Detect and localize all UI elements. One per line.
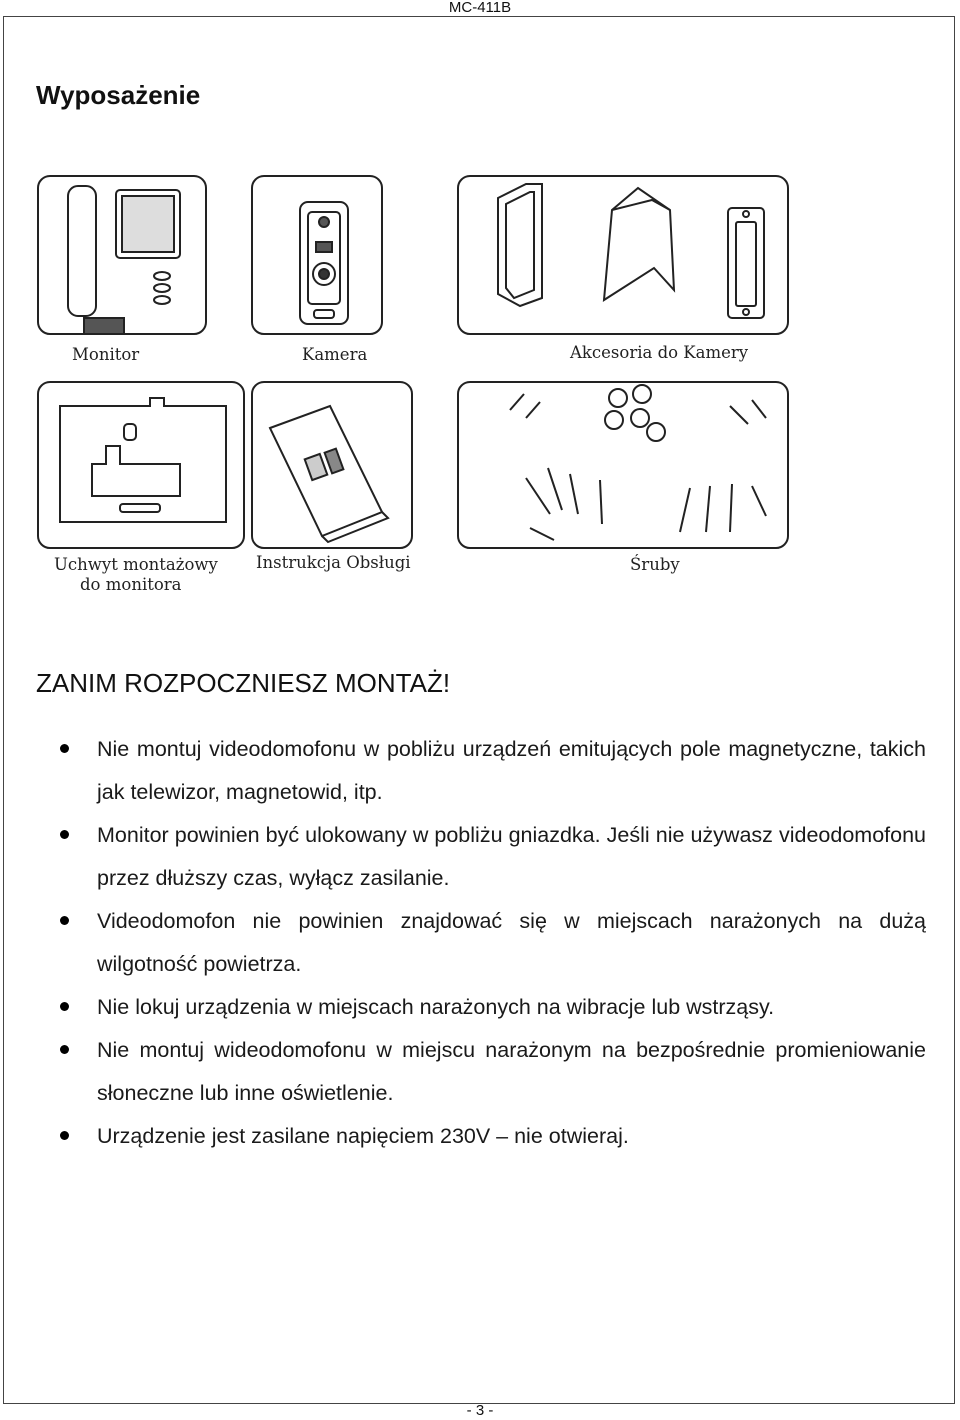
label-monitor: Monitor bbox=[72, 345, 140, 364]
warning-text: Monitor powinien być ulokowany w pobliżu gniazdka. Jeśli nie używasz videodomofonu przez dłuższy czas, wyłącz zasilanie. bbox=[97, 823, 926, 890]
label-camera: Kamera bbox=[302, 345, 368, 364]
equipment-illustration bbox=[30, 170, 790, 610]
bullet-icon bbox=[60, 1131, 69, 1140]
warning-text: Nie montuj wideodomofonu w miejscu narażonym na bezpośrednie promieniowanie słoneczne lub inne oświetlenie. bbox=[97, 1038, 926, 1105]
warning-text: Videodomofon nie powinien znajdować się w miejscach narażonych na dużą wilgotność powietrza. bbox=[97, 909, 926, 976]
section-title: Wyposażenie bbox=[36, 80, 201, 110]
label-camera-accessories: Akcesoria do Kamery bbox=[570, 343, 749, 362]
label-mounting-bracket-line1: Uchwyt montażowy bbox=[54, 555, 218, 574]
warning-text: Urządzenie jest zasilane napięciem 230V – nie otwieraj. bbox=[97, 1124, 629, 1148]
bullet-icon bbox=[60, 830, 69, 839]
warning-text: Nie montuj videodomofonu w pobliżu urządzeń emitujących pole magnetyczne, takich jak telewizor, magnetowid, itp. bbox=[97, 737, 926, 804]
label-screws: Śruby bbox=[630, 555, 680, 574]
bullet-icon bbox=[60, 1045, 69, 1054]
bullet-icon bbox=[60, 1002, 69, 1011]
warning-title: ZANIM ROZPOCZNIESZ MONTAŻ! bbox=[36, 668, 451, 698]
label-mounting-bracket-line2: do monitora bbox=[80, 575, 182, 594]
model-number: MC-411B bbox=[448, 0, 512, 16]
warning-item bbox=[60, 814, 926, 900]
warning-item bbox=[60, 986, 926, 1029]
warning-item bbox=[60, 900, 926, 986]
page-number: - 3 - bbox=[466, 1402, 494, 1419]
warning-item bbox=[60, 1115, 926, 1158]
bullet-icon bbox=[60, 916, 69, 925]
bullet-icon bbox=[60, 744, 69, 753]
warning-list bbox=[60, 728, 926, 1158]
label-manual: Instrukcja Obsługi bbox=[256, 553, 411, 572]
warning-item bbox=[60, 1029, 926, 1115]
screws-image bbox=[458, 382, 788, 548]
warning-item bbox=[60, 728, 926, 814]
warning-text: Nie lokuj urządzenia w miejscach narażonych na wibracje lub wstrząsy. bbox=[97, 995, 775, 1019]
